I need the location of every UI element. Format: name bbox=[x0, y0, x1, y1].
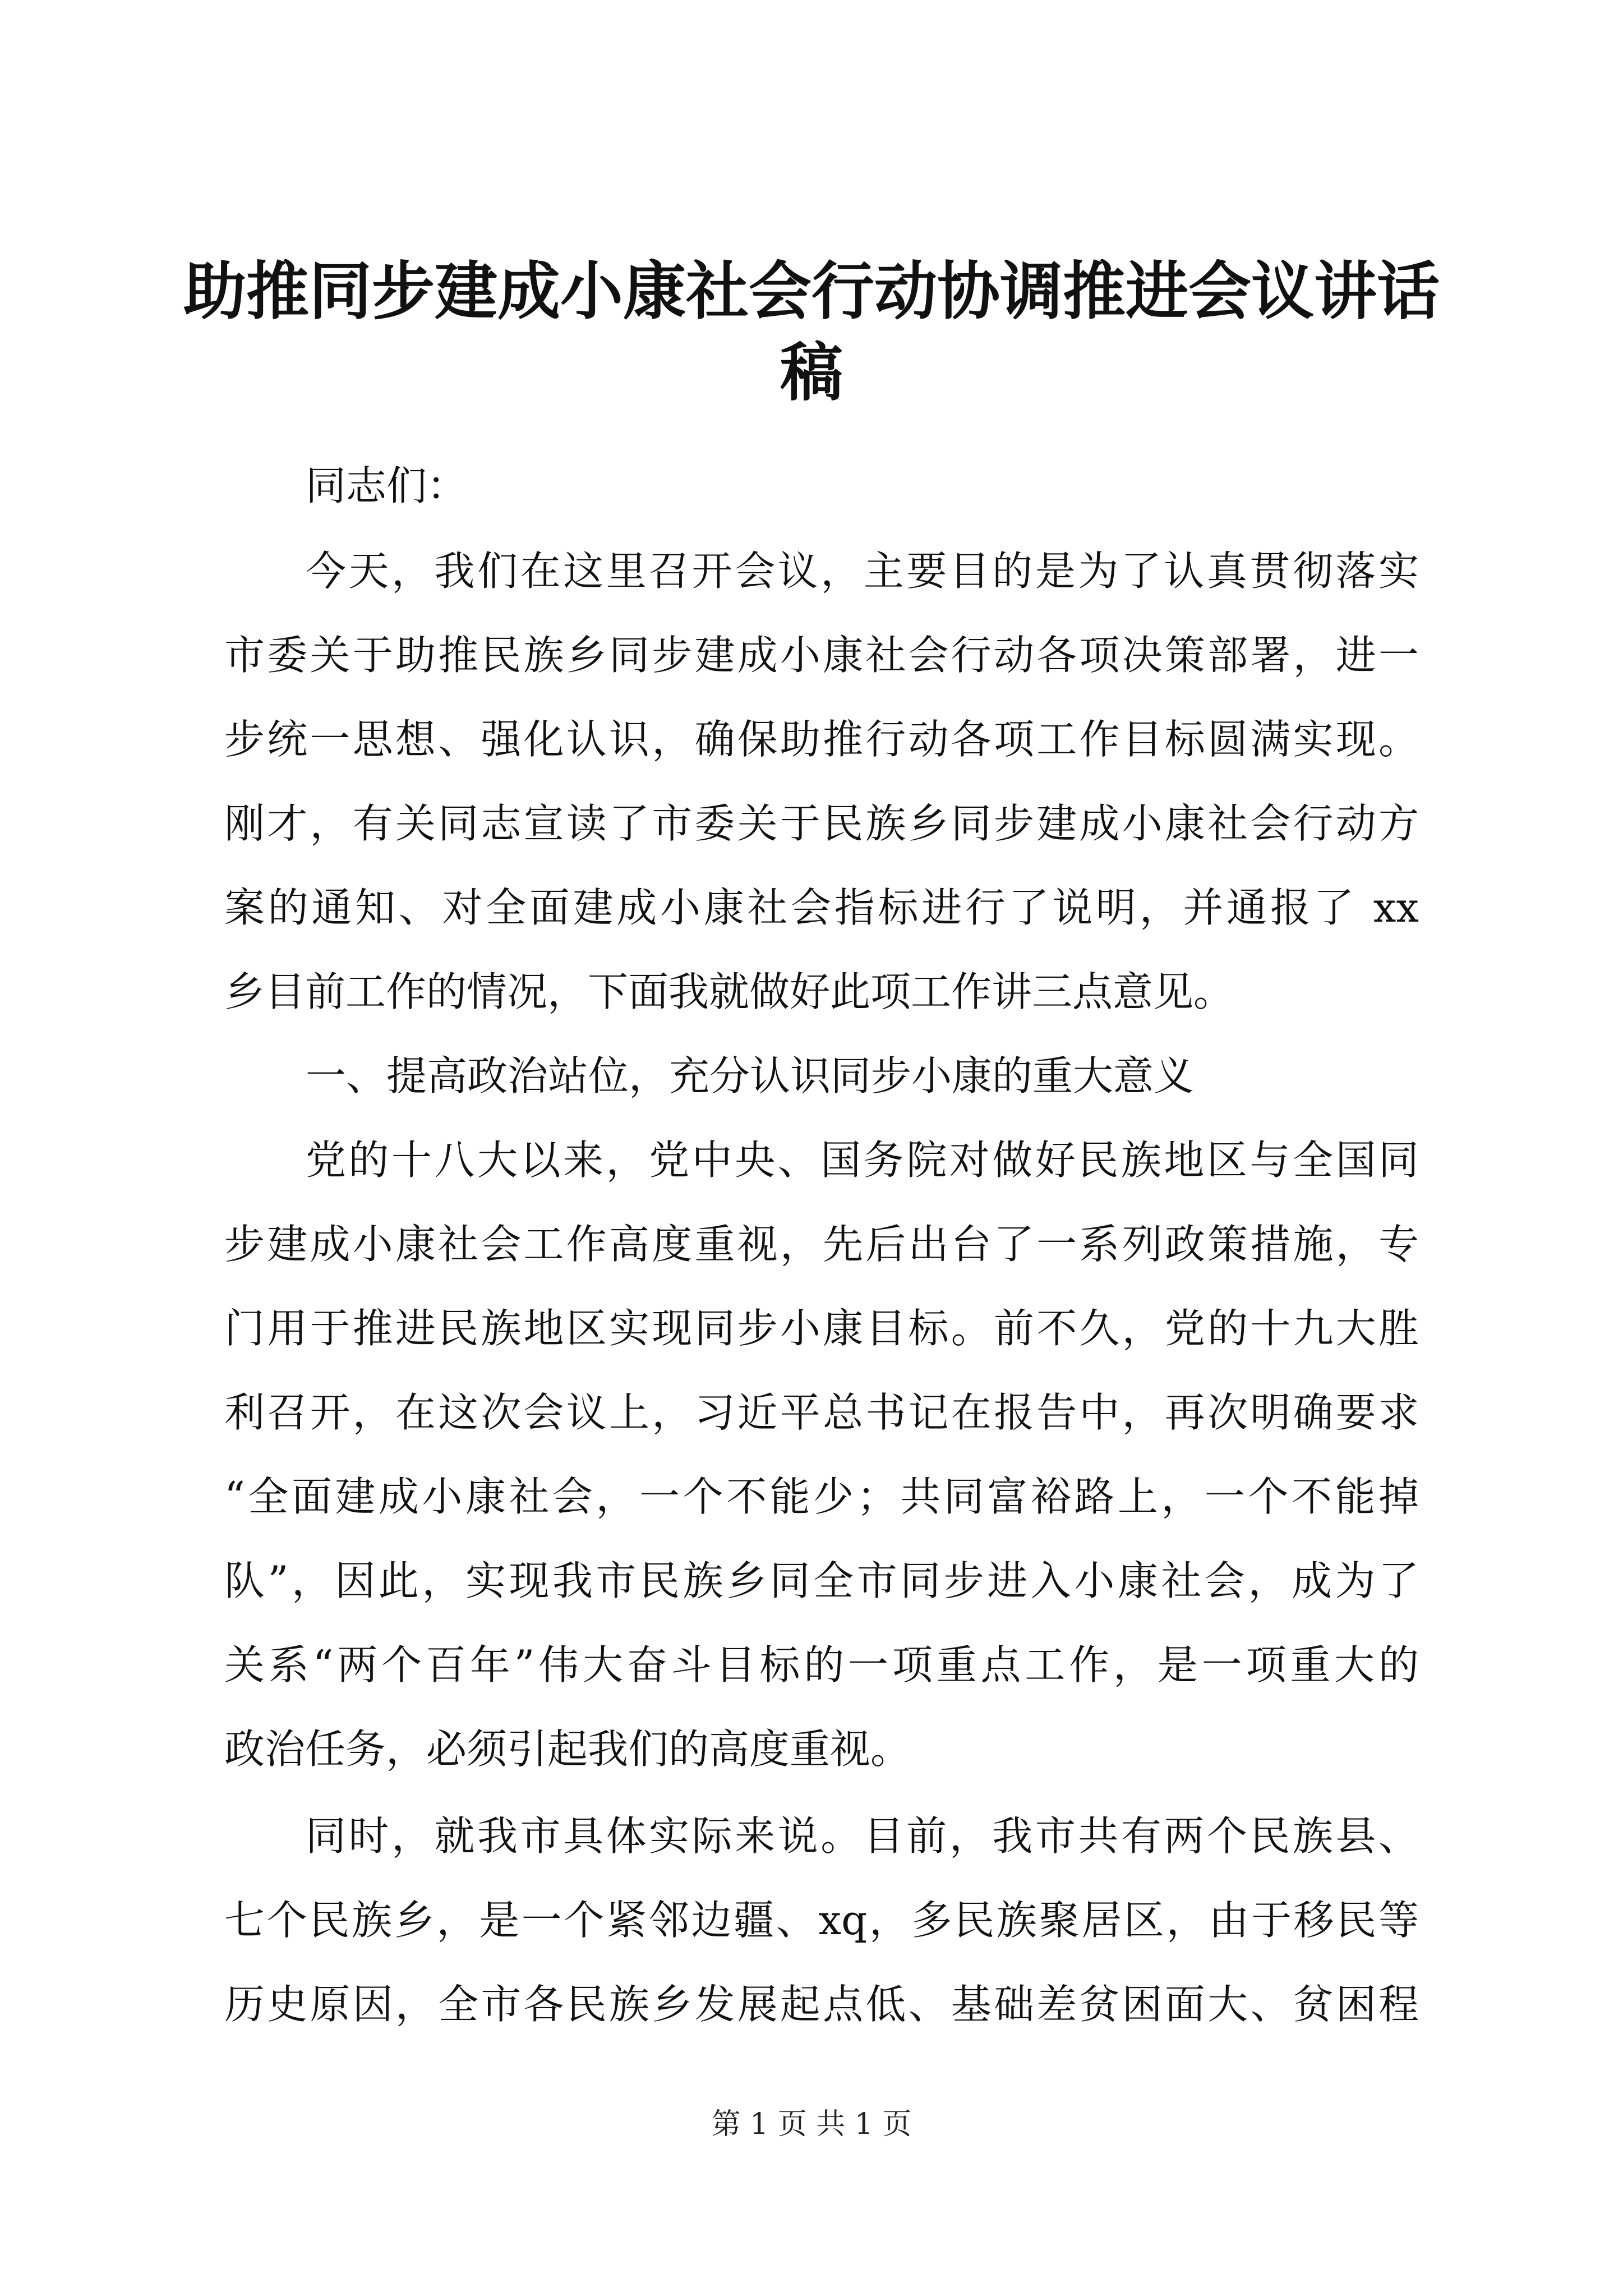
paragraph-line: 利召开，在这次会议上，习近平总书记在报告中，再次明确要求 bbox=[224, 1389, 1419, 1436]
paragraph-line: 市委关于助推民族乡同步建成小康社会行动各项决策部署，进一 bbox=[224, 632, 1419, 679]
paragraph-line: 案的通知、对全面建成小康社会指标进行了说明，并通报了 xx bbox=[224, 884, 1419, 931]
paragraph-line: 队”，因此，实现我市民族乡同全市同步进入小康社会，成为了 bbox=[224, 1557, 1419, 1604]
paragraph-line: 步建成小康社会工作高度重视，先后出台了一系列政策措施，专 bbox=[224, 1221, 1419, 1268]
page-footer: 第 1 页 共 1 页 bbox=[711, 2108, 912, 2141]
paragraph-line: 关系“两个百年”伟大奋斗目标的一项重点工作，是一项重大的 bbox=[224, 1641, 1419, 1688]
paragraph-line: 今天，我们在这里召开会议，主要目的是为了认真贯彻落实 bbox=[306, 547, 1419, 595]
paragraph-line: 政治任务，必须引起我们的高度重视。 bbox=[224, 1726, 911, 1773]
paragraph-line: 同时，就我市具体实际来说。目前，我市共有两个民族县、 bbox=[306, 1812, 1419, 1860]
paragraph-line: 门用于推进民族地区实现同步小康目标。前不久，党的十九大胜 bbox=[224, 1305, 1419, 1352]
document-title-line-2: 稿 bbox=[780, 336, 843, 409]
paragraph-line: 七个民族乡，是一个紧邻边疆、xq，多民族聚居区，由于移民等 bbox=[224, 1897, 1419, 1944]
paragraph-line: 刚才，有关同志宣读了市委关于民族乡同步建成小康社会行动方 bbox=[224, 800, 1419, 847]
paragraph-line: “全面建成小康社会，一个不能少；共同富裕路上，一个不能掉 bbox=[224, 1473, 1419, 1520]
paragraph-line: 党的十八大以来，党中央、国务院对做好民族地区与全国同 bbox=[306, 1137, 1419, 1184]
document-title-line-1: 助推同步建成小康社会行动协调推进会议讲话 bbox=[183, 255, 1440, 328]
section-heading: 一、提高政治站位，充分认识同步小康的重大意义 bbox=[306, 1052, 1195, 1099]
paragraph-line: 步统一思想、强化认识，确保助推行动各项工作目标圆满实现。 bbox=[224, 716, 1419, 763]
salutation: 同志们： bbox=[306, 462, 468, 509]
paragraph-line: 历史原因，全市各民族乡发展起点低、基础差贫困面大、贫困程 bbox=[224, 1981, 1419, 2028]
paragraph-line: 乡目前工作的情况，下面我就做好此项工作讲三点意见。 bbox=[224, 968, 1234, 1015]
